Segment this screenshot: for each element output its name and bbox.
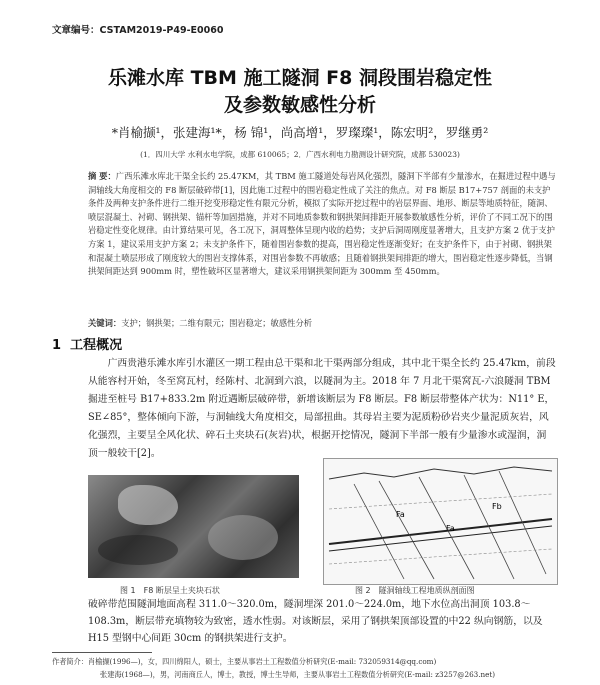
footnote-divider bbox=[52, 652, 152, 653]
figure2-caption: 图 2 隧洞轴线工程地质纵剖面图 bbox=[355, 586, 475, 595]
author-list: *肖榆撷¹，张建海¹*，杨 锦¹，尚高增¹，罗璨璨¹，陈宏明²，罗继勇² bbox=[111, 125, 489, 140]
figure1-caption: 图 1 F8 断层呈土夹块石状 bbox=[120, 586, 220, 595]
keywords bbox=[88, 317, 558, 329]
abstract-label: 摘 要： bbox=[88, 171, 116, 181]
section-number: 1 bbox=[52, 338, 62, 353]
paper-title-line1: 乐滩水库 TBM 施工隧洞 F8 洞段围岩稳定性 bbox=[107, 67, 492, 89]
figure2-geologic-section bbox=[323, 458, 558, 585]
keywords-label: 关键词： bbox=[88, 318, 122, 328]
photo-texture bbox=[98, 535, 178, 565]
fault-line bbox=[379, 481, 434, 579]
footnote-author2: 张建海(1968—)，男，河南商丘人，博士，教授，博士生导师，主要从事岩土工程数值分析研究(E-mail: z3257@263.net) bbox=[100, 670, 496, 679]
fault-line bbox=[464, 475, 514, 579]
stratum-boundary bbox=[329, 549, 552, 564]
photo-texture bbox=[118, 485, 178, 525]
article-number: 文章编号：CSTAM2019-P49-E0060 bbox=[52, 25, 224, 36]
footnote-author1: 作者简介：肖榆撷(1996—)，女，四川绵阳人，硕士，主要从事岩土工程数值分析研究(E-mail: 732059314@qq.com) bbox=[52, 657, 437, 666]
section-title: 工程概况 bbox=[70, 338, 123, 353]
keywords-text: 支护；钢拱架；二维有限元；围岩稳定；敏感性分析 bbox=[121, 318, 313, 328]
section-paragraph: 广西贵港乐滩水库引水灌区一期工程由总干渠和北干渠两部分组成，其中北干渠全长约 25.47km，前段从能容村开始，冬至窝瓦村，经陈村、北洞到六浪，以隧洞为主。2018 年 7 月北干渠窝瓦-六浪隧洞 TBM 掘进至桩号 B17+833.2m 附近遇断层破碎带，新增该断层为 F8 断层。F8 断层带整体产状为：N11° E，SE∠85°，整体倾向下游，与洞轴线大角度相交，局部扭曲。其母岩主要为泥质粉砂岩夹少量泥质灰岩，风化强烈，主要呈全风化状、碎石土夹块石(灰岩)状，根据开挖情况，隧洞下半部一般有少量渗水或湿润，洞顶一般较干[2]。 bbox=[88, 358, 556, 459]
fault-line bbox=[354, 484, 404, 579]
tunnel-axis-line bbox=[329, 519, 552, 544]
paper-title-line2: 及参数敏感性分析 bbox=[223, 94, 376, 116]
stratum-label: Fb bbox=[492, 502, 502, 511]
abstract-text: 广西乐滩水库北干渠全长约 25.47KM，其 TBM 施工隧道处每岩风化强烈，隧洞下半部有少量渗水，在掘进过程中遇与洞轴线大角度相交的 F8 断层破碎带[1]，因此施工过程中的围岩稳定性成了关注的焦点。对 F8 断层 B17+757 剖面的未支护条件及两种支护条件进行二维开挖变形稳定性有限元分析，模拟了实际开挖过程中的岩层界面、地形、断层等地质特征，随洞、喷层混凝土、衬砌、钢拱架、锚杆等加固措施，并对不同地质参数和钢拱架间排距开展参数敏感性分析，评价了不同工况下的围岩稳定性变化规律。由计算结果可见，各工况下，洞周整体呈现内收的趋势；支护后洞周刚度显著增大，且支护方案 2 优于支护方案 1，建议采用支护方案 2；未支护条件下，随着围岩参数的提高，围岩稳定性逐渐变好；在支护条件下，由于衬砌、钢拱架和混凝土喷层形成了刚度较大的围岩支撑体系，对围岩参数不再敏感；且随着钢拱架间排距的增大，围岩稳定性逐步降低，当钢拱架间距达到 900mm 时，塑性破坏区显著增大，建议采用钢拱架间距为 300mm 至 450mm。 bbox=[88, 171, 556, 277]
stratum-boundary bbox=[329, 494, 552, 509]
figure1-photo bbox=[88, 475, 299, 578]
stratum-label: Fa bbox=[446, 524, 455, 533]
abstract bbox=[88, 170, 558, 279]
continued-paragraph: 破碎带范围隧洞地面高程 311.0～320.0m，隧洞埋深 201.0～224.0m，地下水位高出洞顶 103.8～108.3m，断层带充填物较为致密，透水性弱。对该断层，采用了钢拱架顶部设置的中22 纵向钢筋，以及 H15 型钢中心间距 30cm 的钢拱架进行支护。 bbox=[88, 599, 543, 644]
tunnel-axis-line bbox=[329, 526, 552, 551]
section-heading bbox=[52, 334, 122, 353]
affiliations: (1．四川大学 水利水电学院，成都 610065；2．广西水利电力勘测设计研究院，成都 530023) bbox=[140, 150, 460, 159]
stratum-label: Fa bbox=[396, 510, 405, 519]
geologic-section-drawing bbox=[324, 459, 557, 584]
fault-line bbox=[499, 471, 546, 574]
ground-surface-line bbox=[329, 467, 552, 479]
photo-texture bbox=[208, 515, 278, 560]
